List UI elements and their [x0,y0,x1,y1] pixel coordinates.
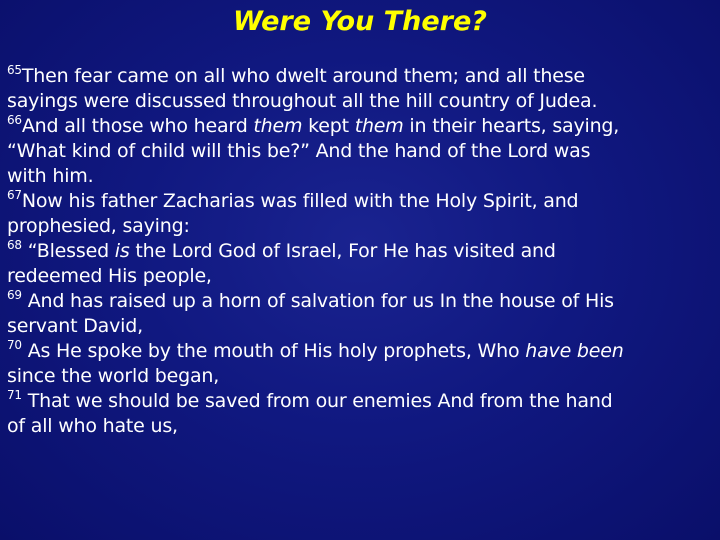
verse-65-line [7,64,715,89]
verse-text: As He spoke by the mouth of His holy prophets, Who [21,340,526,362]
verse-text: Now his father Zacharias was filled with the Holy Spirit, and [21,190,579,212]
verse-69-line [7,314,715,339]
verse-71-line [7,414,715,439]
verse-66-line [7,139,715,164]
verse-text: servant David, [7,315,143,337]
verse-number: 68 [7,238,22,252]
verse-text: And has raised up a horn of salvation for us In the house of His [21,290,614,312]
verse-text: since the world began, [7,365,220,387]
verse-text: “What kind of child will this be?” And the hand of the Lord was [7,140,591,162]
verse-number: 66 [7,113,22,127]
verse-text: And all those who heard [21,115,254,137]
verse-text: the Lord God of Israel, For He has visited and [129,240,556,262]
verse-text: That we should be saved from our enemies And from the hand [21,390,613,412]
verse-text: in their hearts, saying, [403,115,620,137]
verse-number: 69 [7,288,22,302]
verse-70-line [7,339,715,364]
italic-text: them [253,115,303,137]
verse-70-line [7,364,715,389]
verse-number: 65 [7,63,22,77]
verse-69-line [7,289,715,314]
verse-number: 71 [7,388,22,402]
verse-text: prophesied, saying: [7,215,190,237]
verse-text: sayings were discussed throughout all the hill country of Judea. [7,90,598,112]
verse-68-line [7,239,715,264]
verse-66-line [7,164,715,189]
verse-text: “Blessed [21,240,115,262]
scripture-text [7,64,715,439]
verse-number: 67 [7,188,22,202]
italic-text: have been [525,340,624,362]
verse-67-line [7,214,715,239]
verse-68-line [7,264,715,289]
verse-67-line [7,189,715,214]
slide-title: Were You There? [233,6,487,37]
verse-text: with him. [7,165,94,187]
italic-text: is [114,240,130,262]
verse-text: of all who hate us, [7,415,178,437]
verse-text: redeemed His people, [7,265,212,287]
verse-65-line [7,89,715,114]
verse-text: kept [302,115,355,137]
verse-number: 70 [7,338,22,352]
verse-66-line [7,114,715,139]
verse-71-line [7,389,715,414]
italic-text: them [354,115,404,137]
verse-text: Then fear came on all who dwelt around them; and all these [21,65,585,87]
